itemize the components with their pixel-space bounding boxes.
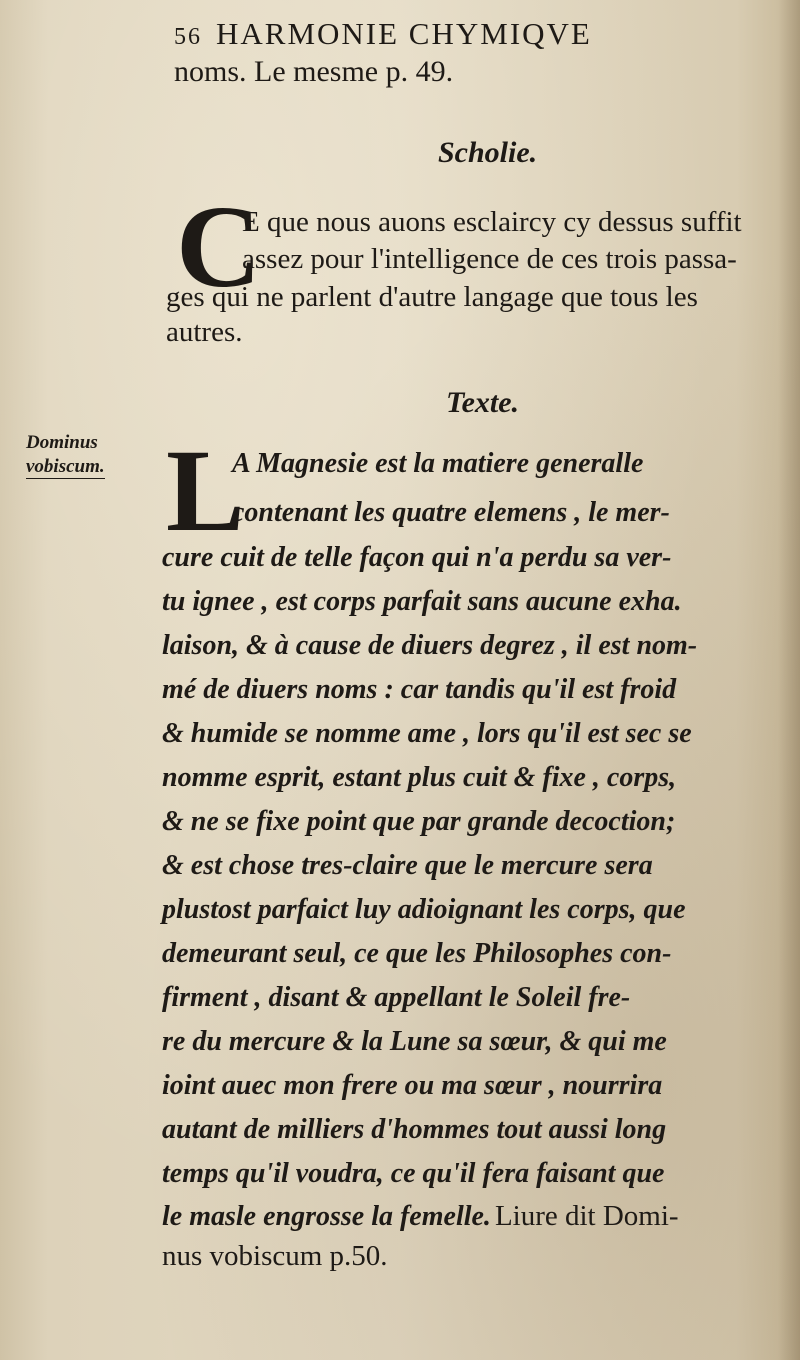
texte-line-7: & humide se nomme ame , lors qu'il est sec se bbox=[162, 718, 692, 749]
scholie-dropcap: C bbox=[176, 181, 262, 312]
texte-line-9: & ne se fixe point que par grande decoction; bbox=[162, 806, 676, 837]
margin-note-line-1: Dominus bbox=[26, 432, 98, 453]
scholie-line-1: E que nous auons esclaircy cy dessus suffit bbox=[242, 206, 742, 238]
texte-line-3: cure cuit de telle façon qui n'a perdu sa ver- bbox=[162, 542, 672, 573]
texte-line-16: autant de milliers d'hommes tout aussi long bbox=[162, 1114, 667, 1145]
texte-line-11: plustost parfaict luy adioignant les corps, que bbox=[162, 894, 686, 925]
running-header bbox=[174, 16, 774, 56]
scholie-line-3: ges qui ne parlent d'autre langage que tous les bbox=[166, 281, 698, 313]
scholie-line-4: autres. bbox=[166, 316, 243, 348]
texte-line-5: laison, & à cause de diuers degrez , il est nom- bbox=[162, 630, 698, 661]
texte-line-12: demeurant seul, ce que les Philosophes con- bbox=[162, 938, 672, 969]
texte-line-8: nomme esprit, estant plus cuit & fixe , corps, bbox=[162, 762, 677, 793]
source-reference-end: nus vobiscum p.50. bbox=[162, 1240, 388, 1272]
texte-line-10: & est chose tres-claire que le mercure sera bbox=[162, 850, 653, 881]
texte-line-18 bbox=[162, 1200, 679, 1233]
texte-line-13: firment , disant & appellant le Soleil fre- bbox=[162, 982, 631, 1013]
texte-line-4: tu ignee , est corps parfait sans aucune exha. bbox=[162, 586, 682, 617]
texte-line-18-italic: le masle engrosse la femelle. bbox=[162, 1201, 491, 1232]
source-reference-start: Liure dit Domi- bbox=[494, 1200, 679, 1232]
texte-line-1: A Magnesie est la matiere generalle bbox=[232, 448, 644, 479]
texte-line-6: mé de diuers noms : car tandis qu'il est froid bbox=[162, 674, 677, 705]
scholie-heading: Scholie. bbox=[438, 136, 538, 169]
texte-line-14: re du mercure & la Lune sa sœur, & qui me bbox=[162, 1026, 667, 1057]
page-number: 56 bbox=[174, 24, 202, 50]
running-title: HARMONIE CHYMIQVE bbox=[216, 16, 592, 51]
scholie-line-2: assez pour l'intelligence de ces trois passa- bbox=[242, 243, 737, 275]
texte-line-2: contenant les quatre elemens , le mer- bbox=[232, 497, 670, 528]
margin-note-line-2: vobiscum. bbox=[26, 456, 105, 477]
texte-dropcap: L bbox=[166, 425, 245, 556]
texte-heading: Texte. bbox=[446, 386, 520, 419]
texte-line-15: ioint auec mon frere ou ma sœur , nourrira bbox=[162, 1070, 663, 1101]
continuation-line: noms. Le mesme p. 49. bbox=[174, 55, 454, 88]
texte-line-17: temps qu'il voudra, ce qu'il fera faisant que bbox=[162, 1158, 665, 1189]
